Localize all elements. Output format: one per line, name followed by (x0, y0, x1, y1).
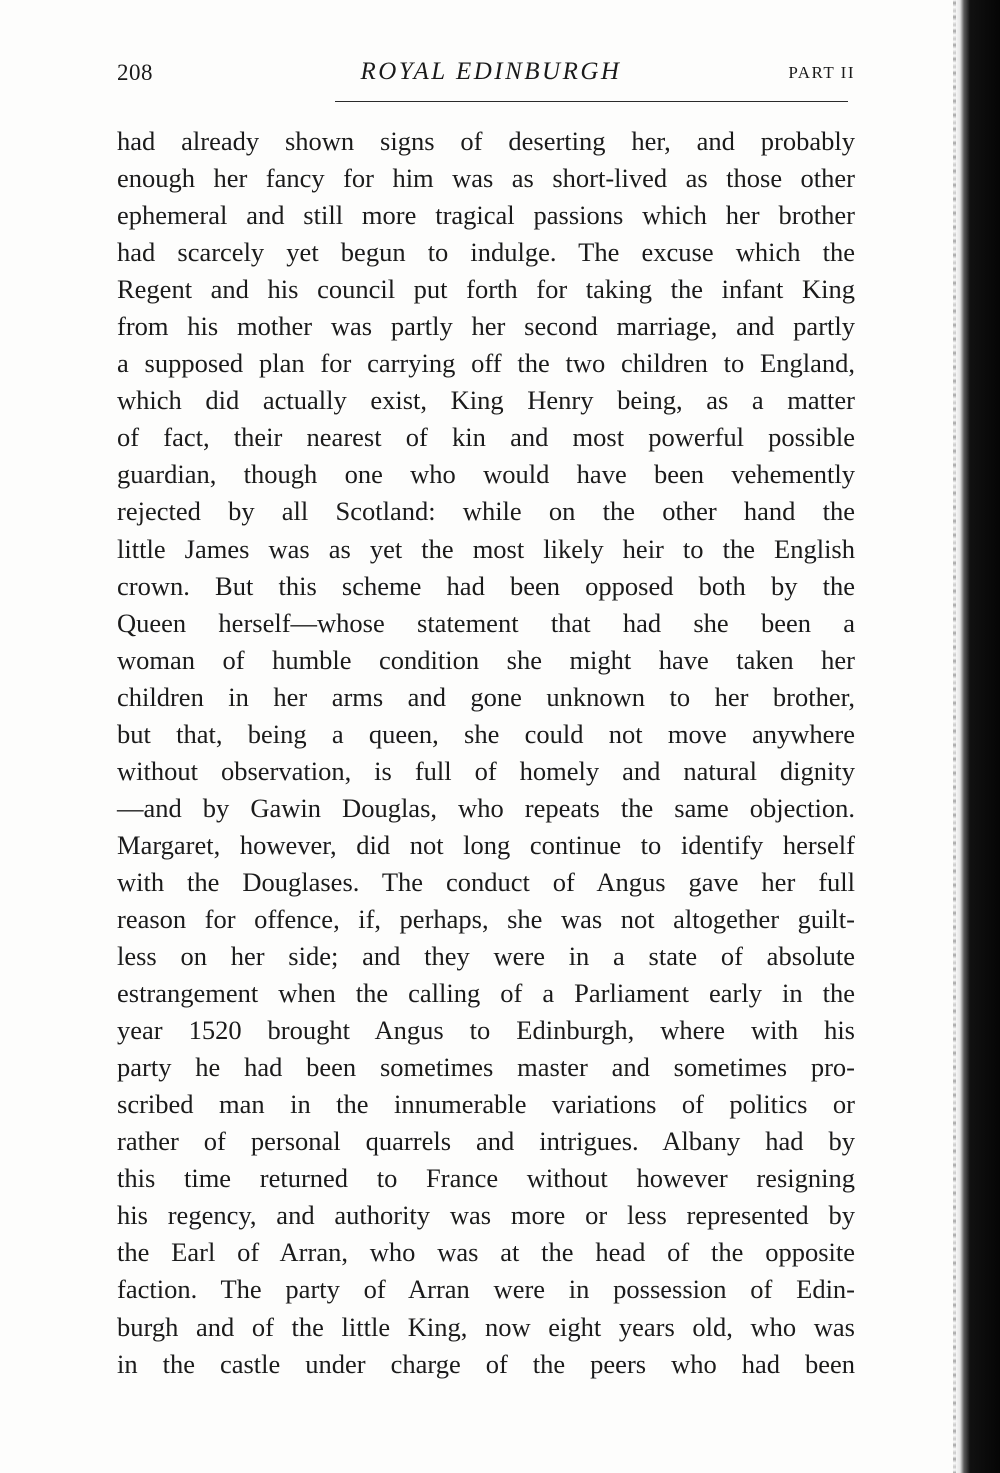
text-line: rather of personal quarrels and intrigues. Albany had by (117, 1126, 855, 1157)
text-line: without observation, is full of homely and natural dignity (117, 755, 855, 786)
text-line: of fact, their nearest of kin and most powerful possible (117, 422, 855, 453)
text-line: party he had been sometimes master and sometimes pro- (117, 1052, 855, 1083)
text-line: which did actually exist, King Henry being, as a matter (117, 385, 855, 416)
text-line: —and by Gawin Douglas, who repeats the same objection. (117, 792, 855, 823)
text-line: his regency, and authority was more or less represented by (117, 1200, 855, 1231)
text-line: scribed man in the innumerable variations of politics or (117, 1089, 855, 1120)
text-line: enough her fancy for him was as short-lived as those other (117, 163, 855, 194)
text-line: had already shown signs of deserting her, and probably (117, 126, 855, 156)
text-line: reason for offence, if, perhaps, she was not altogether guilt- (117, 903, 855, 934)
text-line: year 1520 brought Angus to Edinburgh, where with his (117, 1015, 855, 1046)
text-line: but that, being a queen, she could not move anywhere (117, 718, 855, 749)
page-number: 208 (117, 60, 153, 85)
book-spine-shadow (954, 0, 1000, 1473)
running-head (117, 58, 855, 92)
text-line: crown. But this scheme had been opposed both by the (117, 570, 855, 601)
text-line: little James was as yet the most likely heir to the English (117, 533, 855, 564)
text-line: faction. The party of Arran were in possession of Edin- (117, 1274, 855, 1305)
text-line: a supposed plan for carrying off the two children to England, (117, 348, 855, 379)
body-text (117, 123, 855, 1383)
text-line: rejected by all Scotland: while on the other hand the (117, 496, 855, 527)
book-spine-edge (953, 0, 956, 1473)
header-rule (335, 101, 848, 102)
running-title: ROYAL EDINBURGH (360, 58, 622, 85)
text-line: estrangement when the calling of a Parliament early in the (117, 978, 855, 1009)
text-line: Margaret, however, did not long continue to identify herself (117, 829, 855, 860)
text-line: burgh and of the little King, now eight years old, who was (117, 1311, 855, 1342)
text-line: the Earl of Arran, who was at the head of the opposite (117, 1237, 855, 1268)
part-label: PART II (788, 63, 855, 82)
text-line: in the castle under charge of the peers who had been (117, 1348, 855, 1379)
text-line: had scarcely yet begun to indulge. The excuse which the (117, 237, 855, 268)
text-line: less on her side; and they were in a state of absolute (117, 941, 855, 972)
text-line: Regent and his council put forth for taking the infant King (117, 274, 855, 305)
text-line: this time returned to France without however resigning (117, 1163, 855, 1194)
text-line: with the Douglases. The conduct of Angus gave her full (117, 866, 855, 897)
text-line: from his mother was partly her second marriage, and partly (117, 311, 855, 342)
text-line: Queen herself—whose statement that had she been a (117, 607, 855, 638)
text-line: ephemeral and still more tragical passions which her brother (117, 200, 855, 231)
text-line: children in her arms and gone unknown to her brother, (117, 681, 855, 712)
text-line: woman of humble condition she might have taken her (117, 644, 855, 675)
text-line: guardian, though one who would have been vehemently (117, 459, 855, 490)
